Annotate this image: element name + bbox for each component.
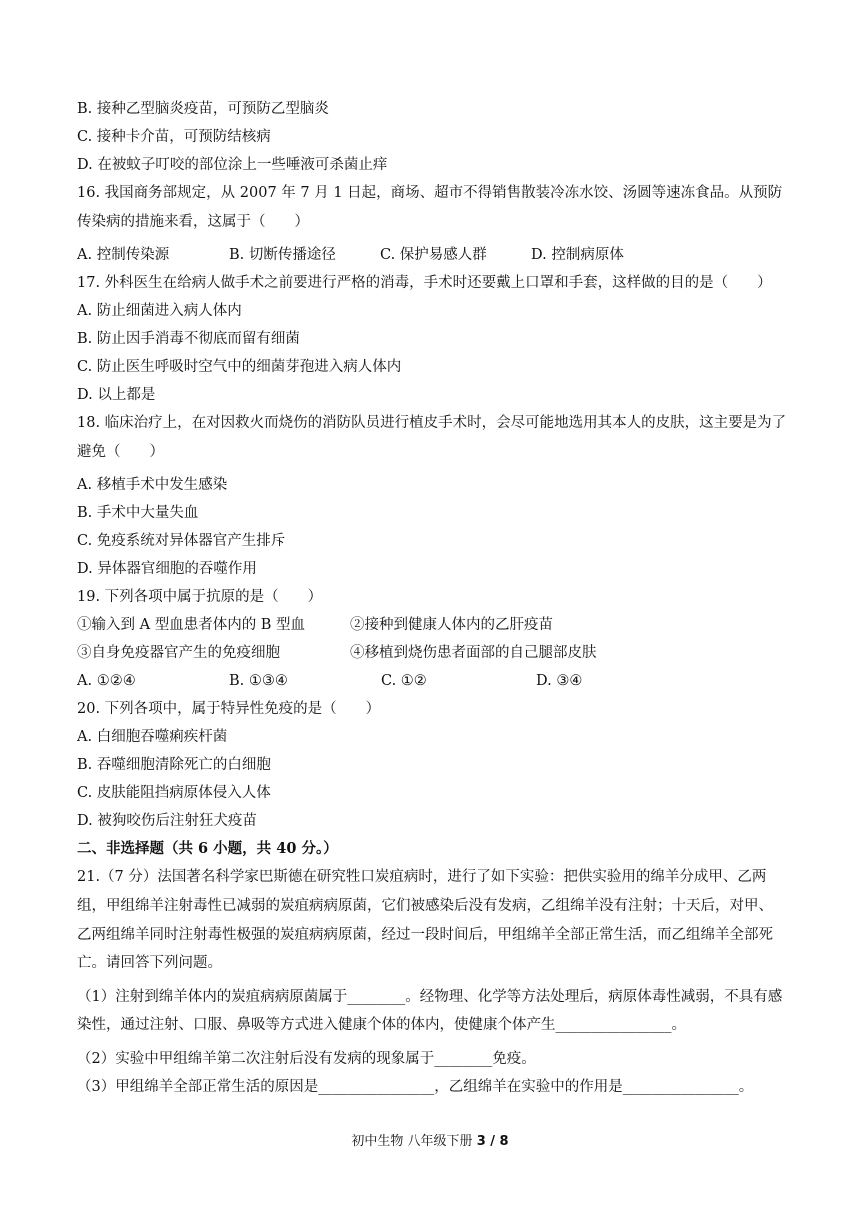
q19-stem: 19. 下列各项中属于抗原的是（ ） [77, 589, 323, 606]
q15-option-b: B. 接种乙型脑炎疫苗，可预防乙型脑炎 [77, 101, 329, 117]
q16-option-b: B. 切断传播途径 [229, 247, 336, 264]
q17-option-c: C. 防止医生呼吸时空气中的细菌芽孢进入病人体内 [77, 359, 402, 376]
q18-stem: 18. 临床治疗上，在对因救火而烧伤的消防队员进行植皮手术时，会尽可能地选用其本人的皮肤，这主要是为了避免（ ） [77, 415, 787, 460]
q19-option-a: A. ①②④ [77, 673, 136, 690]
q19-option-c: C. ①② [381, 673, 427, 690]
q20-option-d: D. 被狗咬伤后注射狂犬疫苗 [77, 813, 257, 830]
q19-options [77, 672, 787, 700]
q18-option-a: A. 移植手术中发生感染 [77, 477, 228, 494]
q19-option-d: D. ③④ [536, 673, 583, 690]
footer-title: 初中生物 八年级下册 [351, 1134, 473, 1149]
q20-stem: 20. 下列各项中，属于特异性免疫的是（ ） [77, 701, 381, 718]
q19-items-row-1 [77, 616, 787, 644]
q16-options [77, 246, 787, 274]
q18-option-c: C. 免疫系统对异体器官产生排斥 [77, 533, 286, 550]
q20-option-b: B. 吞噬细胞清除死亡的白细胞 [77, 757, 271, 774]
page-footer [0, 1130, 860, 1149]
exam-page-content [77, 100, 787, 1106]
q21-part-3: （3）甲组绵羊全部正常生活的原因是________________，乙组绵羊在实验中的作用是________________。 [77, 1078, 754, 1095]
q19-item-1: ①输入到 A 型血患者体内的 B 型血 [77, 617, 306, 634]
q21-stem: 21.（7 分）法国著名科学家巴斯德在研究牲口炭疽病时，进行了如下实验：把供实验用的绵羊分成甲、乙两组，甲组绵羊注射毒性已减弱的炭疽病病原菌，它们被感染后没有发病，乙组绵羊没有注射；十天后，对甲、乙两组绵羊同时注射毒性极强的炭疽病病原菌，经过一段时间后，甲组绵羊全部正常生活，而乙组绵羊全部死亡。请回答下列问题。 [77, 869, 773, 972]
q16-stem: 16. 我国商务部规定，从 2007 年 7 月 1 日起，商场、超市不得销售散装冷冻水饺、汤圆等速冻食品。从预防传染病的措施来看，这属于（ ） [77, 185, 783, 230]
q15-option-d: D. 在被蚊子叮咬的部位涂上一些唾液可杀菌止痒 [77, 157, 388, 173]
page-number: 3 / 8 [476, 1134, 509, 1149]
q17-option-d: D. 以上都是 [77, 387, 156, 404]
q18-option-d: D. 异体器官细胞的吞噬作用 [77, 561, 257, 578]
q19-option-b: B. ①③④ [229, 673, 288, 690]
q20-option-c: C. 皮肤能阻挡病原体侵入人体 [77, 785, 271, 802]
q19-item-2: ②接种到健康人体内的乙肝疫苗 [350, 617, 553, 634]
section-heading-non-choice: 二、非选择题（共 6 小题，共 40 分。） [77, 840, 338, 858]
q20-option-a: A. 白细胞吞噬痢疾杆菌 [77, 729, 228, 746]
q16-option-a: A. 控制传染源 [77, 247, 170, 264]
q17-stem: 17. 外科医生在给病人做手术之前要进行严格的消毒，手术时还要戴上口罩和手套，这样做的目的是（ ） [77, 275, 772, 292]
q19-item-4: ④移植到烧伤患者面部的自己腿部皮肤 [350, 645, 597, 662]
q21-part-1: （1）注射到绵羊体内的炭疽病病原菌属于________。经物理、化学等方法处理后，病原体毒性减弱，不具有感染性，通过注射、口服、鼻吸等方式进入健康个体的体内，使健康个体产生________________。 [77, 988, 783, 1034]
q17-option-a: A. 防止细菌进入病人体内 [77, 303, 242, 320]
q18-option-b: B. 手术中大量失血 [77, 505, 199, 522]
q16-option-d: D. 控制病原体 [531, 247, 624, 264]
q16-option-c: C. 保护易感人群 [380, 247, 487, 264]
q15-option-c: C. 接种卡介苗，可预防结核病 [77, 129, 271, 145]
q21-part-2: （2）实验中甲组绵羊第二次注射后没有发病的现象属于________免疫。 [77, 1050, 536, 1067]
q19-items-row-2 [77, 644, 787, 672]
q17-option-b: B. 防止因手消毒不彻底而留有细菌 [77, 331, 300, 348]
q19-item-3: ③自身免疫器官产生的免疫细胞 [77, 645, 280, 662]
